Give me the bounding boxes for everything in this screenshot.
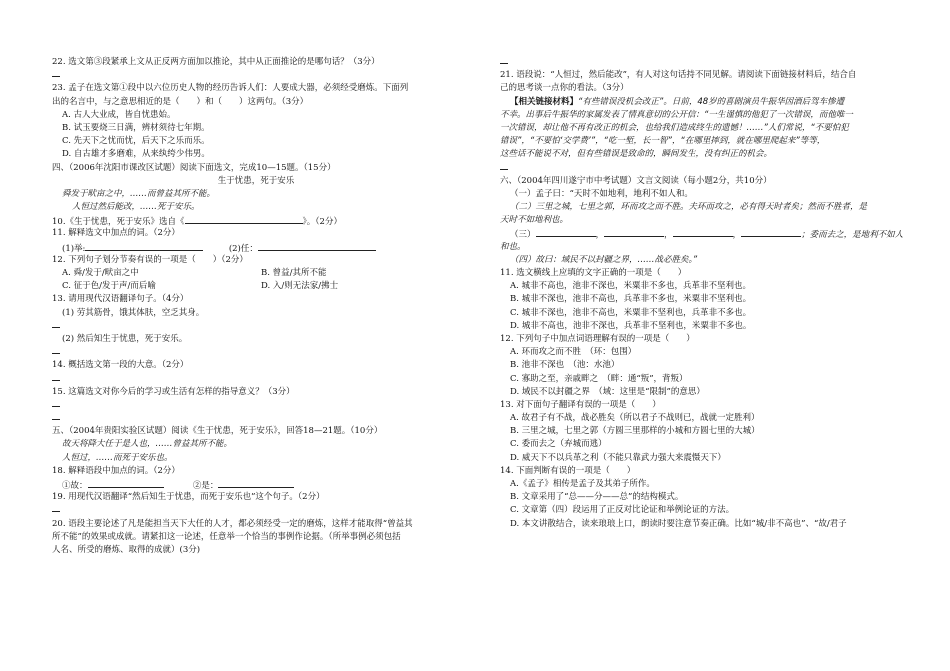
question-20: 20. 语段主要论述了凡是能担当天下大任的人才，都必须经受一定的磨炼，这样才能取得“曾益其 (52, 518, 413, 529)
link-material (500, 96, 904, 109)
answer-blank[interactable] (85, 241, 203, 251)
option-b: B. 三里之城，七里之郭（方圆三里那样的小城和方圆七里的大城） (510, 426, 760, 437)
option-c: C. 寡助之至，亲戚畔之 （畔：通“叛”，背叛） (510, 373, 688, 384)
answer-blank[interactable] (741, 227, 801, 237)
question-18: 18. 解释语段中加点的词。（2分） (52, 465, 180, 476)
passage-line: 人恒过，……而死于安乐也。 (62, 452, 173, 463)
question-12: 12. 下列句子划分节奏有误的一项是（ ）（2分） (52, 254, 248, 265)
question-13-2: (2) 然后知生于忧患，死于安乐。 (62, 333, 188, 344)
link-text: 错误”，“不要怕‘交学费’”，“吃一堑，长一智”，“在哪里摔到，就在哪里爬起来”等等， (500, 136, 826, 147)
option-d: D. 本文讲散结合，读来琅琅上口，朗读时要注意节奏正确。比如“城/非不高也”、“故/君子 (510, 518, 847, 529)
item-label: (2)任： (228, 243, 258, 254)
answer-blank[interactable] (218, 478, 294, 488)
passage-line: 舜发于畎亩之中，……而曾益其所不能。 (62, 188, 216, 199)
question-10-text: 10.《生于忧患，死于安乐》选自《 (52, 217, 185, 228)
answer-line (52, 504, 460, 517)
question-21: 21. 语段说：“人恒过，然后能改”，有人对这句话持不同见解。请阅读下面链接材料后，结合自 (500, 70, 857, 81)
question-19: 19. 用现代汉语翻译“然后知生于忧患，而死于安乐也”这个句子。（2分） (52, 492, 325, 503)
section-6-heading: 六、（2004年四川遂宁市中考试题）文言文阅读（每小题2分，共10分） (500, 175, 772, 186)
question-13: 13. 请用现代汉语翻译句子。（4分） (52, 294, 189, 305)
answer-line (52, 373, 460, 386)
item-label: (1)举: (62, 243, 86, 254)
passage-line: 和也。 (500, 241, 526, 252)
answer-line (52, 320, 460, 333)
passage-line-blanks: （三） ， ， ， ；委而去之，是地利不如人 (500, 227, 904, 240)
option-b: B. 文章采用了“总——分——总”的结构模式。 (510, 492, 684, 503)
right-column (500, 56, 904, 531)
item-label: ②是： (192, 481, 219, 492)
question-12: 12. 下列句子中加点词语理解有误的一项是（ ） (500, 333, 695, 344)
option-c: C. 先天下之忧而忧，后天下之乐而乐。 (62, 136, 210, 147)
option-a: A. 舜/发于/畎亩之中 (62, 268, 139, 278)
link-text: “有些错误没机会改正”。日前，48岁的喜剧演员牛振华因酒后驾车惨遭 (578, 96, 845, 107)
item-label: ①故： (62, 481, 88, 492)
link-text: 一次错误，却让他不再有改正的机会，也给我们造成终生的遗憾！……”人们常说，“不要怕犯 (500, 122, 849, 133)
option-d: D. 域民不以封疆之界 （域：这里是“限制”的意思） (510, 386, 705, 397)
answer-blank[interactable] (185, 214, 303, 224)
answer-blank[interactable] (258, 241, 376, 251)
passage-line: （一）孟子曰：“天时不如地利，地利不如人和。 (510, 188, 693, 199)
option-d: D. 入/则无法家/拂士 (261, 281, 339, 292)
question-15: 15. 这篇选文对你今后的学习或生活有怎样的指导意义？（3分） (52, 386, 295, 397)
section-5-heading: 五、（2004年贵阳实验区试题）阅读《生于忧患，死于安乐》，回答18—21题。（10分） (52, 426, 383, 437)
answer-blank[interactable] (88, 478, 164, 488)
question-11-items (52, 241, 460, 254)
option-c: C. 委而去之（弃城而逃） (510, 439, 607, 450)
option-a: A. 城非不高也，池非不深也，米粟非不多也，兵革非不坚利也。 (510, 281, 752, 292)
option-b: B. 试玉要烧三日满，辨材须待七年期。 (62, 122, 210, 133)
question-11: 11. 选文横线上应填的文字正确的一项是（ ） (500, 268, 687, 278)
question-10-end: 》。（2分） (302, 217, 342, 228)
passage-title: 生于忧患，死于安乐 (217, 175, 295, 186)
passage-line: （四）故曰：域民不以封疆之界，……战必胜矣。” (510, 254, 698, 265)
option-b: B. 城非不深也，池非不高也，兵革非不多也，米粟非不坚利也。 (510, 294, 752, 305)
option-a: A.《孟子》相传是孟子及其弟子所作。 (510, 479, 655, 489)
answer-blank[interactable] (604, 227, 664, 237)
question-21-cont: 己的思考谈一点你的看法。（3分） (500, 83, 629, 94)
question-18-items (52, 478, 460, 491)
question-20-cont: 所不能”的效果或成就。请紧扣这一论述，任意举一个恰当的事例作论据。（所举事例必须包括 (52, 531, 401, 542)
question-13-1: (1) 劳其筋骨，饿其体肤，空乏其身。 (62, 307, 205, 318)
option-d: D. 威天下不以兵革之利（不能只靠武力强大来震慑天下） (510, 452, 726, 463)
question-13: 13. 对下面句子翻译有误的一项是（ ） (500, 399, 661, 410)
option-d: D. 城非不高也，池非不深也，兵革非不坚利也，米粟非不多也。 (510, 320, 752, 331)
option-c: C. 文章第（四）段运用了正反对比论证和举例论证的方法。 (510, 505, 735, 516)
passage-line: 人恒过然后能改，……死于安乐。 (72, 202, 200, 213)
item-label: （三） (510, 230, 536, 241)
answer-line (52, 399, 460, 412)
link-label: 【相关链接材料】 (510, 96, 579, 107)
question-10 (52, 214, 460, 227)
option-a: A. 古人大业成，皆自忧患始。 (62, 109, 176, 120)
option-row (52, 280, 460, 293)
option-c: C. 征于色/发于声/而后喻 (62, 281, 156, 292)
option-a: A. 故君子有不战，战必胜矣（所以君子不战则已，战就一定胜利） (510, 413, 760, 424)
left-column (52, 56, 460, 557)
option-c: C. 城非不深也，池非不高也，米粟非不坚利也，兵革非不多也。 (510, 307, 752, 318)
link-text: 不幸。出事后牛振华的家属发表了情真意切的公开信：“一生谨慎的他犯了一次错误，而他唯一 (500, 109, 853, 120)
question-20-cont: 人名、所受的磨炼、取得的成就）(3分) (52, 544, 201, 555)
section-4-heading: 四、（2006年沈阳市课改区试题）阅读下面选文，完成10—15题。（15分） (52, 162, 336, 173)
question-14: 14. 下面判断有误的一项是（ ） (500, 465, 636, 476)
answer-blank[interactable] (673, 227, 733, 237)
option-row (52, 267, 460, 280)
option-b: B. 池非不深也 （池：水池） (510, 360, 620, 371)
answer-line (500, 162, 904, 175)
question-14: 14. 概括选文第一段的大意。（2分） (52, 360, 189, 371)
link-text: 这些话不能说不对，但有些错误是致命的，瞬间发生，没有纠正的机会。 (500, 149, 773, 160)
question-22: 22. 选文第③段紧承上文从正反两方面加以推论，其中从正面推论的是哪句话？（3分） (52, 57, 380, 67)
answer-blank[interactable] (536, 227, 596, 237)
passage-line: 天时不如地利也。 (500, 215, 569, 226)
passage-line: （二）三里之城，七里之郭，环而攻之而不胜。夫环而攻之，必有得天时者矣；然而不胜者，是 (510, 202, 868, 213)
question-11: 11. 解释选文中加点的词。（2分） (52, 228, 180, 239)
option-b: B. 曾益/其所不能 (261, 268, 327, 278)
answer-line (500, 56, 904, 69)
question-23-cont: 出的名言中，与之意思相近的是（ ）和（ ）这两句。（3分） (52, 96, 309, 107)
passage-text: ；委而去之，是地利不如人 (801, 230, 904, 241)
answer-line (52, 346, 460, 359)
question-23: 23. 孟子在选文第①段中以六位历史人物的经历告诉人们：人要成大器，必须经受磨炼。下面列 (52, 83, 409, 94)
option-a: A. 环而攻之而不胜 （环：包围） (510, 347, 637, 358)
answer-line (52, 69, 460, 82)
passage-line: 故天将降大任于是人也，……曾益其所不能。 (62, 439, 233, 450)
option-d: D. 自古雄才多磨难，从来纨绔少伟男。 (62, 149, 210, 160)
answer-line (52, 412, 460, 425)
